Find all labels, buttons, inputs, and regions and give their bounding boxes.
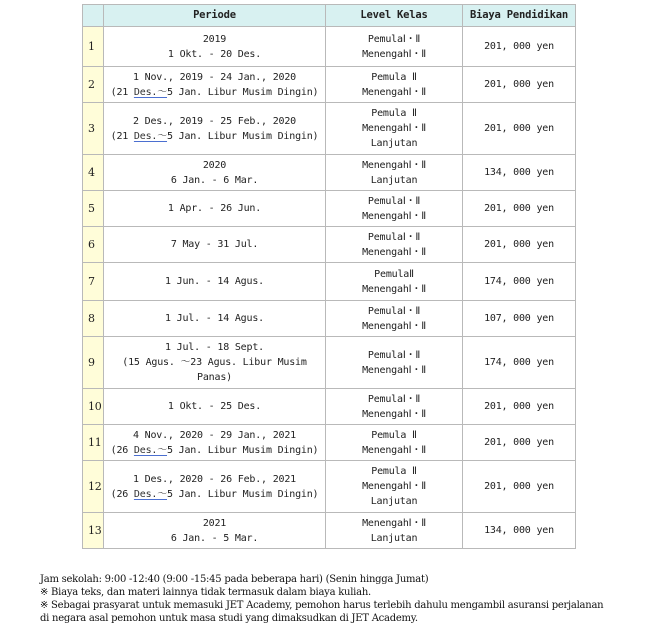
table-row [83, 103, 576, 155]
table-row [83, 27, 576, 67]
level-line: PemulaⅠ・Ⅱ [367, 231, 421, 243]
level-line: MenengahⅠ・Ⅱ [362, 481, 426, 492]
period-cell [104, 155, 326, 191]
level-line: MenengahⅠ・Ⅱ [362, 283, 426, 295]
holiday-open: (26 [110, 488, 134, 500]
period-line: 1 Nov., 2019 - 24 Jan., 2020 [133, 71, 296, 83]
period-cell [104, 389, 326, 425]
table-row [83, 425, 576, 461]
row-number: 9 [83, 337, 104, 389]
level-line: MenengahⅠ・Ⅱ [362, 210, 426, 222]
level-cell [326, 337, 463, 389]
level-line: Pemula Ⅱ [371, 429, 417, 441]
fee-cell: 174, 000 yen [463, 263, 576, 301]
holiday-open: (21 [110, 86, 134, 98]
holiday-open: (21 [110, 130, 134, 142]
period-line: 4 Nov., 2020 - 29 Jan., 2021 [133, 429, 296, 441]
level-line: Lanjutan [370, 532, 418, 544]
level-cell [326, 103, 463, 155]
level-line: MenengahⅠ・Ⅱ [362, 86, 426, 98]
fee-cell: 201, 000 yen [463, 461, 576, 513]
holiday-close: 5 Jan. Libur Musim Dingin) [167, 86, 319, 98]
period-line: 7 May - 31 Jul. [170, 239, 259, 250]
fee-cell: 174, 000 yen [463, 337, 576, 389]
period-cell [104, 103, 326, 155]
period-cell [104, 461, 326, 513]
row-number: 5 [83, 191, 104, 227]
level-line: PemulaⅠ・Ⅱ [367, 393, 421, 405]
fee-cell: 134, 000 yen [463, 155, 576, 191]
level-line: MenengahⅠ・Ⅱ [362, 517, 426, 529]
school-hours-note: Jam sekolah: 9:00 -12:40 (9:00 -15:45 pada beberapa hari) (Senin hingga Jumat) [40, 574, 429, 585]
row-number: 10 [83, 389, 104, 425]
december-link[interactable]: Des.〜 [133, 130, 168, 142]
row-number: 3 [83, 103, 104, 155]
holiday-note [104, 129, 325, 144]
period-line: 2 Des., 2019 - 25 Feb., 2020 [133, 115, 296, 127]
table-row [83, 337, 576, 389]
period-line: 2020 [202, 159, 227, 171]
table-body [83, 27, 576, 549]
level-line: Lanjutan [370, 496, 418, 507]
header-periode: Periode [104, 5, 326, 27]
insurance-note: ※ Sebagai prasyarat untuk memasuki JET Academy, pemohon harus terlebih dahulu mengambil asuransi perjalanan di negara asal pemohon untuk masa studi yang dimaksudkan di JET Academy. [40, 600, 604, 624]
row-number: 8 [83, 301, 104, 337]
header-number [83, 5, 104, 27]
period-line: 6 Jan. - 5 Mar. [170, 532, 259, 544]
row-number: 1 [83, 27, 104, 67]
row-number: 11 [83, 425, 104, 461]
table-row [83, 461, 576, 513]
fee-cell: 201, 000 yen [463, 191, 576, 227]
table-row [83, 301, 576, 337]
fee-cell: 201, 000 yen [463, 389, 576, 425]
period-cell [104, 27, 326, 67]
fee-cell: 201, 000 yen [463, 425, 576, 461]
fee-exclusion-note: ※ Biaya teks, dan materi lainnya tidak termasuk dalam biaya kuliah. [40, 587, 371, 598]
level-cell [326, 461, 463, 513]
level-cell [326, 389, 463, 425]
fee-cell: 201, 000 yen [463, 227, 576, 263]
row-number: 6 [83, 227, 104, 263]
level-cell [326, 425, 463, 461]
period-cell [104, 301, 326, 337]
level-line: PemulaⅡ [374, 268, 414, 280]
period-cell [104, 425, 326, 461]
level-cell [326, 191, 463, 227]
table-row [83, 263, 576, 301]
level-line: MenengahⅠ・Ⅱ [362, 48, 426, 60]
period-cell [104, 337, 326, 389]
holiday-note [104, 85, 325, 100]
level-line: Lanjutan [370, 138, 418, 149]
period-cell [104, 513, 326, 549]
level-line: Pemula Ⅱ [371, 71, 417, 83]
level-line: MenengahⅠ・Ⅱ [362, 364, 426, 376]
fee-cell: 201, 000 yen [463, 103, 576, 155]
row-number: 7 [83, 263, 104, 301]
holiday-close: 5 Jan. Libur Musim Dingin) [167, 444, 319, 456]
summer-holiday-note: (15 Agus. 〜23 Agus. Libur Musim Panas) [122, 357, 307, 383]
fee-cell: 107, 000 yen [463, 301, 576, 337]
level-cell [326, 27, 463, 67]
level-cell [326, 301, 463, 337]
level-line: PemulaⅠ・Ⅱ [367, 195, 421, 207]
period-line: 1 Okt. - 25 Des. [167, 401, 262, 412]
tuition-schedule-table [82, 4, 576, 549]
december-link[interactable]: Des.〜 [133, 444, 168, 456]
holiday-open: (26 [110, 444, 134, 456]
table-row [83, 191, 576, 227]
table-row [83, 227, 576, 263]
holiday-note [104, 487, 325, 502]
holiday-close: 5 Jan. Libur Musim Dingin) [167, 488, 319, 500]
period-line: 2019 [202, 33, 227, 45]
level-cell [326, 227, 463, 263]
header-biaya-pendidikan: Biaya Pendidikan [463, 5, 576, 27]
period-line: 1 Jun. - 14 Agus. [165, 276, 264, 287]
holiday-close: 5 Jan. Libur Musim Dingin) [167, 130, 319, 142]
fee-cell: 134, 000 yen [463, 513, 576, 549]
header-level-kelas: Level Kelas [326, 5, 463, 27]
level-cell [326, 155, 463, 191]
fee-cell: 201, 000 yen [463, 27, 576, 67]
level-line: MenengahⅠ・Ⅱ [362, 123, 426, 134]
level-line: MenengahⅠ・Ⅱ [362, 444, 426, 456]
level-line: PemulaⅠ・Ⅱ [367, 33, 421, 45]
notes-section [40, 573, 615, 625]
period-line: 6 Jan. - 6 Mar. [170, 174, 259, 186]
level-line: PemulaⅠ・Ⅱ [367, 349, 421, 361]
period-line: 2021 [202, 517, 227, 529]
level-line: MenengahⅠ・Ⅱ [362, 320, 426, 332]
holiday-note [104, 443, 325, 458]
period-cell [104, 191, 326, 227]
december-link[interactable]: Des.〜 [133, 488, 168, 500]
period-line: 1 Jul. - 18 Sept. [165, 342, 264, 353]
table-row [83, 389, 576, 425]
period-line: 1 Okt. - 20 Des. [167, 48, 262, 60]
level-cell [326, 513, 463, 549]
period-line: 1 Apr. - 26 Jun. [167, 203, 262, 214]
table-row [83, 67, 576, 103]
level-line: PemulaⅠ・Ⅱ [367, 305, 421, 317]
period-line: 1 Jul. - 14 Agus. [165, 313, 264, 324]
table-row [83, 155, 576, 191]
fee-cell: 201, 000 yen [463, 67, 576, 103]
level-line: Pemula Ⅱ [371, 466, 417, 477]
period-cell [104, 263, 326, 301]
period-cell [104, 67, 326, 103]
row-number: 12 [83, 461, 104, 513]
row-number: 2 [83, 67, 104, 103]
december-link[interactable]: Des.〜 [133, 86, 168, 98]
level-line: MenengahⅠ・Ⅱ [362, 159, 426, 171]
table-row [83, 513, 576, 549]
level-cell [326, 67, 463, 103]
row-number: 13 [83, 513, 104, 549]
period-line: 1 Des., 2020 - 26 Feb., 2021 [133, 473, 296, 485]
row-number: 4 [83, 155, 104, 191]
level-line: Lanjutan [370, 174, 418, 186]
level-line: Pemula Ⅱ [371, 108, 417, 119]
table-header-row [83, 5, 576, 27]
level-line: MenengahⅠ・Ⅱ [362, 408, 426, 420]
level-cell [326, 263, 463, 301]
period-cell [104, 227, 326, 263]
level-line: MenengahⅠ・Ⅱ [362, 246, 426, 258]
